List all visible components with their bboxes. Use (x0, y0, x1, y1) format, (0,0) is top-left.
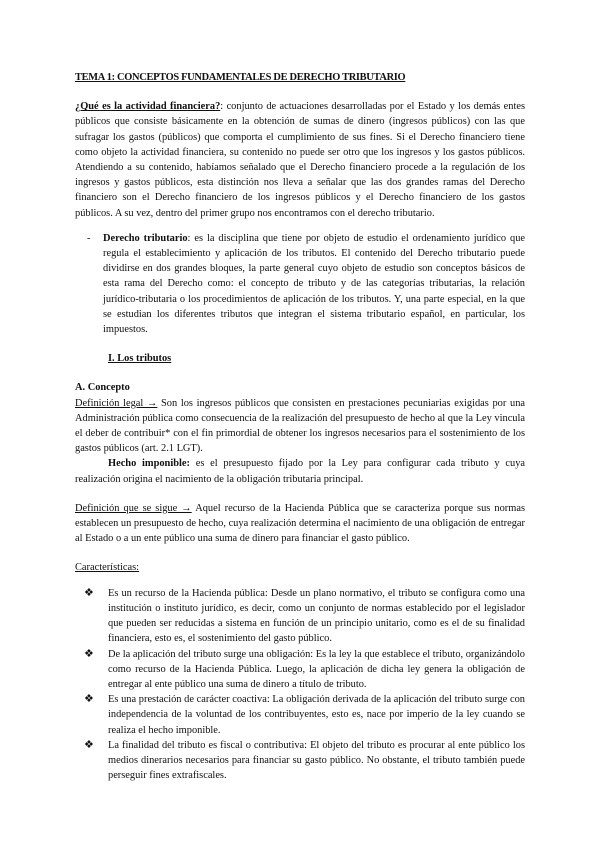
intro-text: : conjunto de actuaciones desarrolladas por el Estado y los demás entes públicos que consiste básicamente en la obtención de sumas de dinero (ingresos públicos) con las que sufragar los gastos (públicos) que comporta el cumplimiento de sus fines. Si el Derecho financiero tiene como objeto la actividad financiera, su contenido no puede ser otro que los ingresos y los gastos públicos. Atendiendo a su contenido, habíamos señalado que el Derecho financiero procede a la regulación de los ingresos y gastos públicos, esta distinción nos lleva a señalar que las dos grandes ramas del Derecho financiero son el Derecho financiero de los ingresos públicos y el Derecho financiero de los gastos públicos. A su vez, dentro del primer grupo nos encontramos con el derecho tributario. (75, 101, 525, 219)
hecho-imponible-term: Hecho imponible: (108, 458, 190, 470)
list-item (75, 647, 525, 693)
diamond-bullet-icon: ❖ (84, 586, 94, 599)
followed-definition-text: Aquel recurso de la Hacienda Pública que se caracteriza porque sus normas establecen un presupuesto de hecho, cuya realización determina el nacimiento de una obligación de entregar al Estado o a un ente público una suma de dinero para financiar el gasto público. (75, 502, 525, 545)
list-item (75, 692, 525, 738)
characteristics-label: Características: (75, 562, 140, 574)
list-item (75, 738, 525, 784)
intro-paragraph (75, 99, 525, 221)
section-heading: I. Los tributos (108, 353, 172, 365)
characteristics-list (75, 586, 525, 784)
legal-definition-text: Son los ingresos públicos que consisten en prestaciones pecuniarias exigidas por una Administración pública como consecuencia de la realización del presupuesto de hecho al que la Ley vincula el deber de contribuir* con el fin primordial de obtener los ingresos necesarios para el sostenimiento de los gastos públicos (art. 2.1 LGT). (75, 397, 526, 455)
intro-question: ¿Qué es la actividad financiera? (75, 101, 221, 113)
dash-item-text: : es la disciplina que tiene por objeto de estudio el ordenamiento jurídico que regula el establecimiento y aplicación de los tributos. El contenido del Derecho tributario puede dividirse en dos grandes bloques, la parte general cuyo objeto de estudio son conceptos básicos de esta rama del Derecho como: el concepto de tributo y de las categorías tributarias, la relación jurídico-tributaria o los procedimientos de aplicación de los tributos. Y, una parte especial, en la que se estudian los diferentes tributos que integran el sistema tributario español, en particular, los impuestos. (103, 232, 526, 336)
dash-list-item (75, 231, 525, 337)
hecho-imponible-text: es el presupuesto fijado por la Ley para configurar cada tributo y cuya realización origina el nacimiento de la obligación tributaria principal. (75, 458, 525, 485)
list-item-text: Es un recurso de la Hacienda pública: Desde un plano normativo, el tributo se configura como una institución o instituto jurídico, es decir, como un conjunto de normas establecido por el legislador que pueden ser reducidas a sistema en función de un principio unitario, como es el de su finalidad financiera, esto es, el sostenimiento del gasto público. (108, 587, 525, 645)
list-item-text: La finalidad del tributo es fiscal o contributiva: El objeto del tributo es procurar al ente público los medios dinerarios necesarios para financiar su gasto público. No obstante, el tributo también puede perseguir fines extrafiscales. (108, 739, 525, 782)
page-title: TEMA 1: CONCEPTOS FUNDAMENTALES DE DERECHO TRIBUTARIO (75, 72, 406, 83)
diamond-bullet-icon: ❖ (84, 738, 94, 751)
subsection-heading: A. Concepto (75, 382, 130, 394)
dash-item-term: Derecho tributario (103, 232, 188, 244)
diamond-bullet-icon: ❖ (84, 693, 94, 706)
dash-marker: - (87, 232, 91, 244)
list-item-text: De la aplicación del tributo surge una obligación: Es la ley la que establece el tributo, organizándolo como recurso de la Hacienda Pública. Luego, la aplicación de dicha ley genera la obligación de entregar al ente público una suma de dinero a título de tributo. (108, 648, 525, 690)
followed-definition-label: Definición que se sigue → (75, 502, 192, 514)
dash-item-paragraph (103, 231, 525, 337)
followed-definition-paragraph (75, 501, 525, 547)
diamond-bullet-icon: ❖ (84, 647, 94, 660)
legal-definition-paragraph (75, 396, 525, 457)
list-item-text: Es una prestación de carácter coactiva: La obligación derivada de la aplicación del tributo surge con independencia de la voluntad de los contribuyentes, esto es, nace por imperio de la ley cuando se realiza el hecho imponible. (108, 694, 525, 736)
legal-definition-label: Definición legal → (75, 397, 158, 409)
list-item (75, 586, 525, 647)
hecho-imponible-paragraph (75, 456, 525, 486)
